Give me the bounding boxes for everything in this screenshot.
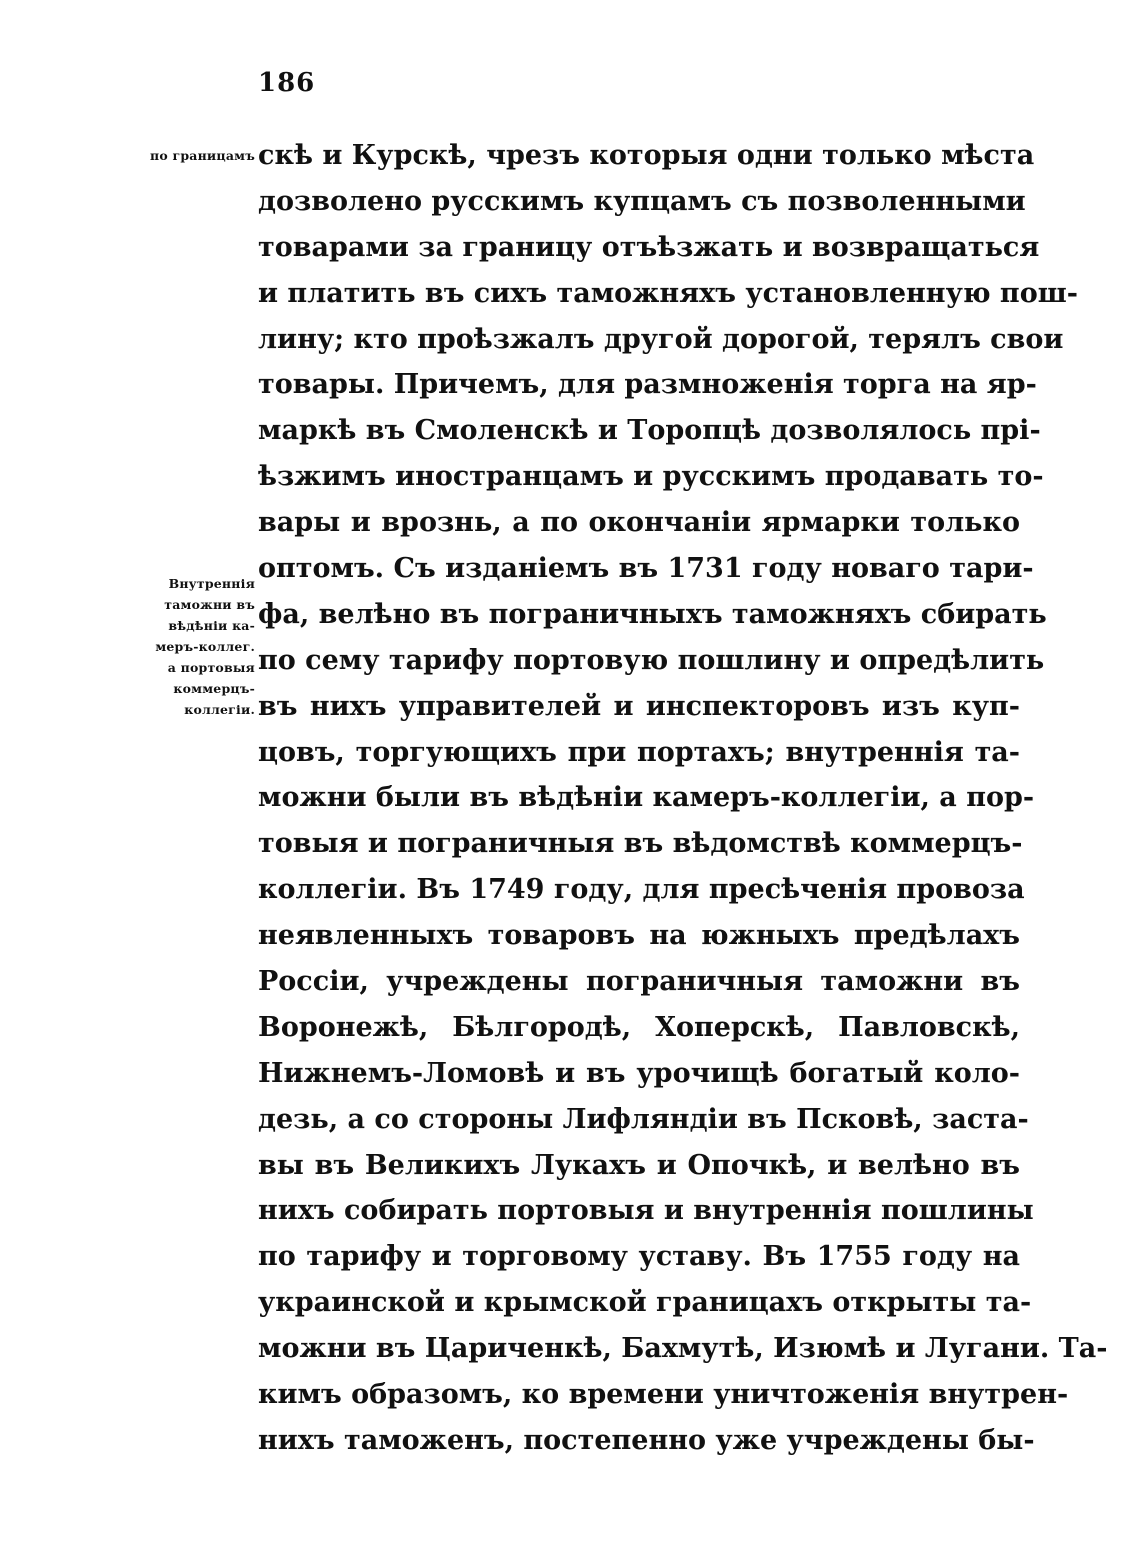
text-line: коллегіи. Въ 1749 году, для пресѣченія провоза bbox=[258, 874, 1025, 906]
text-line: товарами за границу отъѣзжать и возвращаться bbox=[258, 231, 1040, 263]
text-line: можни были въ вѣдѣніи камеръ-коллегіи, а пор- bbox=[258, 782, 1035, 814]
text-line: Нижнемъ-Ломовѣ и въ урочищѣ богатый коло- bbox=[258, 1057, 1020, 1089]
text-line: кимъ образомъ, ко времени уничтоженія внутрен- bbox=[258, 1379, 1069, 1411]
text-line: украинской и крымской границахъ открыты та- bbox=[258, 1287, 1032, 1319]
margin-note-customs bbox=[155, 574, 255, 721]
text-line: можни въ Цариченкѣ, Бахмутѣ, Изюмѣ и Лугани. Та- bbox=[258, 1333, 1108, 1365]
text-line: фа, велѣно въ пограничныхъ таможняхъ сбирать bbox=[258, 598, 1047, 630]
margin-note-line: таможни въ bbox=[164, 597, 255, 612]
margin-note-line: коллегіи. bbox=[184, 702, 255, 717]
margin-note-line: по границамъ bbox=[150, 148, 255, 163]
text-line: по сему тарифу портовую пошлину и опредѣлить bbox=[258, 644, 1045, 676]
text-line: Воронежѣ, Бѣлгородѣ, Хоперскѣ, Павловскѣ, bbox=[258, 1011, 1020, 1043]
text-line: дезь, а со стороны Лифляндіи въ Псковѣ, заста- bbox=[258, 1103, 1029, 1135]
text-line: цовъ, торгующихъ при портахъ; внутреннія та- bbox=[258, 736, 1020, 768]
text-line: Россіи, учреждены пограничныя таможни въ bbox=[258, 966, 1020, 998]
page-number: 186 bbox=[258, 68, 316, 98]
text-line: и платить въ сихъ таможняхъ установленную пош- bbox=[258, 277, 1078, 309]
text-line: нихъ собирать портовыя и внутреннія пошлины bbox=[258, 1195, 1034, 1227]
text-line: маркѣ въ Смоленскѣ и Торопцѣ дозволялось прі- bbox=[258, 415, 1041, 447]
text-line: дозволено русскимъ купцамъ съ позволенными bbox=[258, 185, 1026, 217]
text-line: оптомъ. Съ изданіемъ въ 1731 году новаго тари- bbox=[258, 553, 1034, 585]
text-line: вары и врознь, а по окончаніи ярмарки только bbox=[258, 507, 1020, 539]
text-line: ѣзжимъ иностранцамъ и русскимъ продавать то- bbox=[258, 461, 1044, 493]
margin-note-line: а портовыя bbox=[167, 660, 255, 675]
text-line: неявленныхъ товаровъ на южныхъ предѣлахъ bbox=[258, 920, 1020, 952]
text-line: вы въ Великихъ Лукахъ и Опочкѣ, и велѣно въ bbox=[258, 1149, 1020, 1181]
text-line: товары. Причемъ, для размноженія торга на яр- bbox=[258, 369, 1037, 401]
text-line: товыя и пограничныя въ вѣдомствѣ коммерцъ- bbox=[258, 828, 1023, 860]
text-line: лину; кто проѣзжалъ другой дорогой, терялъ свои bbox=[258, 323, 1064, 355]
text-line: по тарифу и торговому уставу. Въ 1755 году на bbox=[258, 1241, 1020, 1273]
text-line: въ нихъ управителей и инспекторовъ изъ куп- bbox=[258, 690, 1020, 722]
margin-note-borders bbox=[150, 146, 255, 167]
body-text bbox=[258, 133, 1108, 1464]
margin-note-line: меръ-коллег. bbox=[155, 639, 255, 654]
margin-note-line: вѣдѣніи ка- bbox=[168, 618, 255, 633]
text-line: нихъ таможенъ, постепенно уже учреждены бы- bbox=[258, 1424, 1035, 1456]
margin-note-line: Внутреннія bbox=[168, 576, 255, 591]
margin-note-line: коммерцъ- bbox=[173, 681, 255, 696]
text-line: скѣ и Курскѣ, чрезъ которыя одни только мѣста bbox=[258, 140, 1035, 171]
